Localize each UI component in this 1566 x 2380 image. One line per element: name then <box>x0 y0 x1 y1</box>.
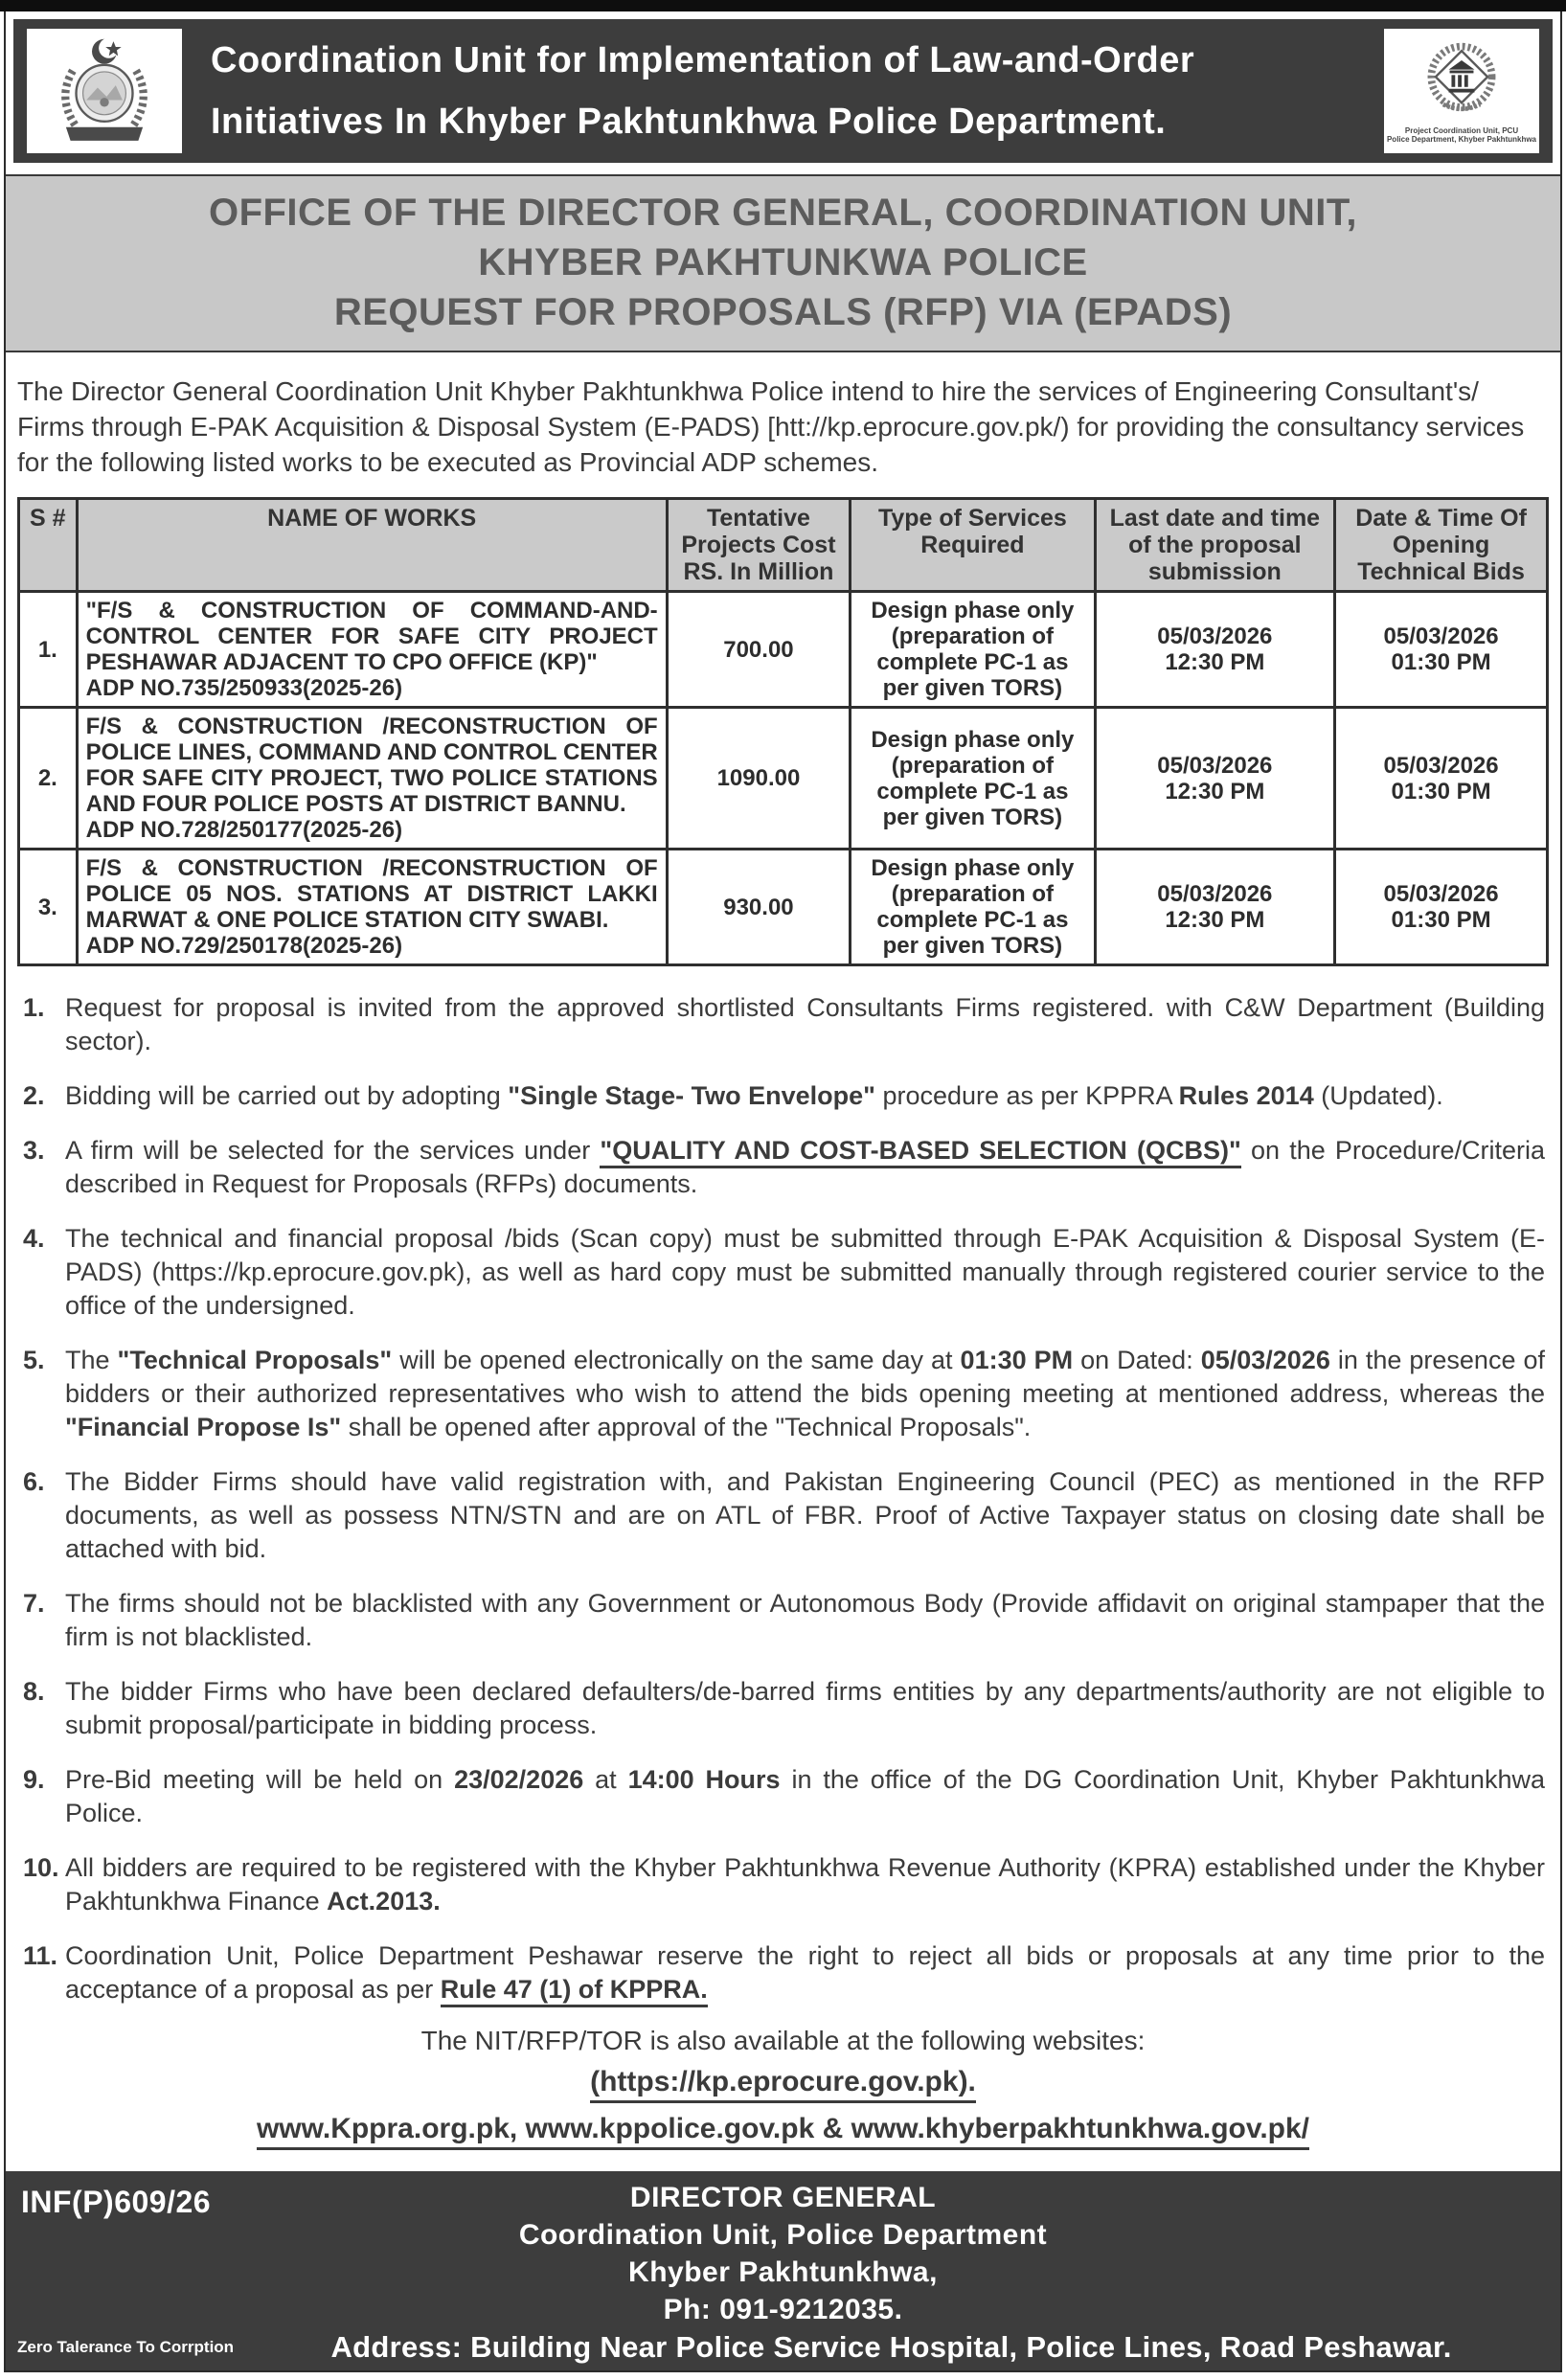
work-title: F/S & CONSTRUCTION /RECONSTRUCTION OF POLICE LINES, COMMAND AND CONTROL CENTER FOR SAFE CITY PROJECT, TWO POLICE STATIONS AND FOUR POLICE POSTS AT DISTRICT BANNU. <box>85 714 658 817</box>
cost-cell: 700.00 <box>667 592 851 708</box>
bid-opening-cell: 05/03/2026 01:30 PM <box>1335 708 1548 850</box>
note-item <box>21 1763 1545 1830</box>
table-row <box>19 708 1548 850</box>
cost-cell: 1090.00 <box>667 708 851 850</box>
note-text: A firm will be selected for the services under "QUALITY AND COST-BASED SELECTION (QCBS)" on the Procedure/Criteria described in Request for Proposals (RFPs) documents. <box>65 1136 1545 1198</box>
note-item <box>21 1587 1545 1654</box>
note-item <box>21 1851 1545 1918</box>
intro-paragraph: The Director General Coordination Unit Khyber Pakhtunkhwa Police intend to hire the services of Engineering Consultant's/ Firms through E-PAK Acquisition & Disposal System (E-PADS) [htt://kp.eprocure.gov.pk/) for providing the consultancy services for the following listed works to be executed as Provincial ADP schemes. <box>17 376 1525 477</box>
note-number: 11. <box>23 1941 58 1970</box>
works-table-wrapper <box>6 487 1560 968</box>
websites-intro: The NIT/RFP/TOR is also available at the following websites: <box>420 2026 1146 2055</box>
office-banner <box>6 174 1560 352</box>
work-title: F/S & CONSTRUCTION /RECONSTRUCTION OF POLICE 05 NOS. STATIONS AT DISTRICT LAKKI MARWAT & ONE POLICE STATION CITY SWABI. <box>85 855 658 933</box>
note-item <box>21 1465 1545 1566</box>
office-banner-line1: OFFICE OF THE DIRECTOR GENERAL, COORDINATION UNIT, <box>208 192 1358 234</box>
website-link-list[interactable]: www.Kppra.org.pk, www.kppolice.gov.pk & www.khyberpakhtunkhwa.gov.pk/ <box>257 2113 1309 2150</box>
note-item <box>21 1079 1545 1113</box>
col-header-name-of-works: NAME OF WORKS <box>77 499 667 592</box>
masthead-title-line1: Coordination Unit for Implementation of Law-and-Order <box>211 40 1195 80</box>
table-row <box>19 592 1548 708</box>
col-header-serial: S # <box>19 499 78 592</box>
name-of-works-cell <box>77 592 667 708</box>
masthead-title <box>182 30 1384 152</box>
signatory-block <box>17 2179 1549 2328</box>
col-header-services: Type of Services Required <box>851 499 1095 592</box>
name-of-works-cell <box>77 708 667 850</box>
bid-opening-cell: 05/03/2026 01:30 PM <box>1335 592 1548 708</box>
note-text: Coordination Unit, Police Department Peshawar reserve the right to reject all bids or proposals at any time prior to the acceptance of a proposal as per Rule 47 (1) of KPPRA. <box>65 1941 1545 2007</box>
website-link-eprocure[interactable]: (https://kp.eprocure.gov.pk). <box>590 2066 976 2103</box>
service-type-cell: Design phase only (preparation of complete PC-1 as per given TORS) <box>851 708 1095 850</box>
note-item <box>21 1675 1545 1742</box>
serial-cell: 3. <box>19 850 78 965</box>
footer-bottom <box>17 2330 1549 2365</box>
government-emblem-icon <box>27 29 182 153</box>
table-header-row <box>19 499 1548 592</box>
service-type-cell: Design phase only (preparation of complete PC-1 as per given TORS) <box>851 850 1095 965</box>
pcu-emblem-caption-line2: Police Department, Khyber Pakhtunkhwa <box>1386 135 1537 144</box>
col-header-opening: Date & Time Of Opening Technical Bids <box>1335 499 1548 592</box>
note-text: The technical and financial proposal /bids (Scan copy) must be submitted through E-PAK Acquisition & Disposal System (E-PADS) (https://kp.eprocure.gov.pk), as well as hard copy must be submitted manually through registered courier service to the office of the undersigned. <box>65 1224 1545 1320</box>
col-header-cost: Tentative Projects Cost RS. In Million <box>667 499 851 592</box>
note-number: 1. <box>23 993 45 1022</box>
note-text: Request for proposal is invited from the approved shortlisted Consultants Firms registered. with C&W Department (Building sector). <box>65 993 1545 1055</box>
office-address: Address: Building Near Police Service Hospital, Police Lines, Road Peshawar. <box>330 2330 1452 2364</box>
note-item <box>21 1134 1545 1201</box>
websites-block <box>6 2022 1560 2171</box>
name-of-works-cell <box>77 850 667 965</box>
office-banner-line3: REQUEST FOR PROPOSALS (RFP) VIA (EPADS) <box>333 291 1233 333</box>
note-number: 3. <box>23 1136 45 1165</box>
pcu-emblem-icon <box>1384 29 1539 153</box>
table-row <box>19 850 1548 965</box>
works-table <box>17 497 1549 966</box>
note-item <box>21 1939 1545 2006</box>
office-banner-line2: KHYBER PAKHTUNKWA POLICE <box>478 241 1088 283</box>
footer-top <box>17 2179 1549 2328</box>
note-text: The firms should not be blacklisted with any Government or Autonomous Body (Provide affidavit on original stampaper that the firm is not blacklisted. <box>65 1589 1545 1651</box>
pcu-emblem-caption-line1: Project Coordination Unit, PCU <box>1404 126 1519 135</box>
anti-corruption-slogan: Zero Talerance To Corrption <box>17 2338 235 2356</box>
masthead-title-line2: Initiatives In Khyber Pakhtunkhwa Police Department. <box>211 102 1167 142</box>
submission-deadline-cell: 05/03/2026 12:30 PM <box>1095 708 1335 850</box>
cost-cell: 930.00 <box>667 850 851 965</box>
top-border-bar <box>0 0 1566 11</box>
note-number: 8. <box>23 1677 45 1706</box>
adp-number: ADP NO.729/250178(2025-26) <box>85 933 403 959</box>
note-item <box>21 1344 1545 1444</box>
note-number: 5. <box>23 1346 45 1374</box>
note-text: All bidders are required to be registered with the Khyber Pakhtunkhwa Revenue Authority (KPRA) established under the Khyber Pakhtunkhwa Finance Act.2013. <box>65 1853 1545 1915</box>
masthead <box>13 19 1553 163</box>
col-header-last-date: Last date and time of the proposal submission <box>1095 499 1335 592</box>
note-number: 4. <box>23 1224 45 1253</box>
signatory-unit: Coordination Unit, Police Department <box>518 2219 1048 2251</box>
bid-opening-cell: 05/03/2026 01:30 PM <box>1335 850 1548 965</box>
note-number: 10. <box>23 1853 59 1882</box>
note-text: The bidder Firms who have been declared defaulters/de-barred firms entities by any departments/authority are not eligible to submit proposal/participate in bidding process. <box>65 1677 1545 1739</box>
submission-deadline-cell: 05/03/2026 12:30 PM <box>1095 592 1335 708</box>
pcu-emblem-icon <box>1416 38 1508 126</box>
note-number: 2. <box>23 1081 45 1110</box>
note-text: Pre-Bid meeting will be held on 23/02/2026 at 14:00 Hours in the office of the DG Coordination Unit, Khyber Pakhtunkhwa Police. <box>65 1765 1545 1827</box>
document-frame <box>4 11 1562 2372</box>
notes-list <box>6 968 1560 2022</box>
footer-band <box>6 2171 1560 2370</box>
note-number: 9. <box>23 1765 45 1794</box>
adp-number: ADP NO.728/250177(2025-26) <box>85 817 403 843</box>
adp-number: ADP NO.735/250933(2025-26) <box>85 675 403 701</box>
note-text: The "Technical Proposals" will be opened electronically on the same day at 01:30 PM on Dated: 05/03/2026 in the presence of bidders or their authorized representatives who wish to attend the bids opening meeting at mentioned address, whereas the "Financial Propose Is" shall be opened after approval of the "Technical Proposals". <box>65 1346 1545 1441</box>
government-emblem-icon <box>47 34 162 147</box>
note-number: 7. <box>23 1589 45 1618</box>
serial-cell: 2. <box>19 708 78 850</box>
signatory-title: DIRECTOR GENERAL <box>629 2182 937 2213</box>
note-number: 6. <box>23 1467 45 1496</box>
service-type-cell: Design phase only (preparation of complete PC-1 as per given TORS) <box>851 592 1095 708</box>
inf-number: INF(P)609/26 <box>21 2185 212 2219</box>
note-text: Bidding will be carried out by adopting "Single Stage- Two Envelope" procedure as per KPPRA Rules 2014 (Updated). <box>65 1081 1443 1110</box>
submission-deadline-cell: 05/03/2026 12:30 PM <box>1095 850 1335 965</box>
signatory-phone: Ph: 091-9212035. <box>663 2294 903 2325</box>
serial-cell: 1. <box>19 592 78 708</box>
note-item <box>21 1222 1545 1323</box>
note-item <box>21 991 1545 1058</box>
note-text: The Bidder Firms should have valid registration with, and Pakistan Engineering Council (PEC) as mentioned in the RFP documents, as well as possess NTN/STN and are on ATL of FBR. Proof of Active Taxpayer status on closing date shall be attached with bid. <box>65 1467 1545 1563</box>
signatory-province: Khyber Pakhtunkhwa, <box>628 2256 938 2288</box>
work-title: "F/S & CONSTRUCTION OF COMMAND-AND-CONTROL CENTER FOR SAFE CITY PROJECT PESHAWAR ADJACENT TO CPO OFFICE (KP)" <box>85 598 658 675</box>
